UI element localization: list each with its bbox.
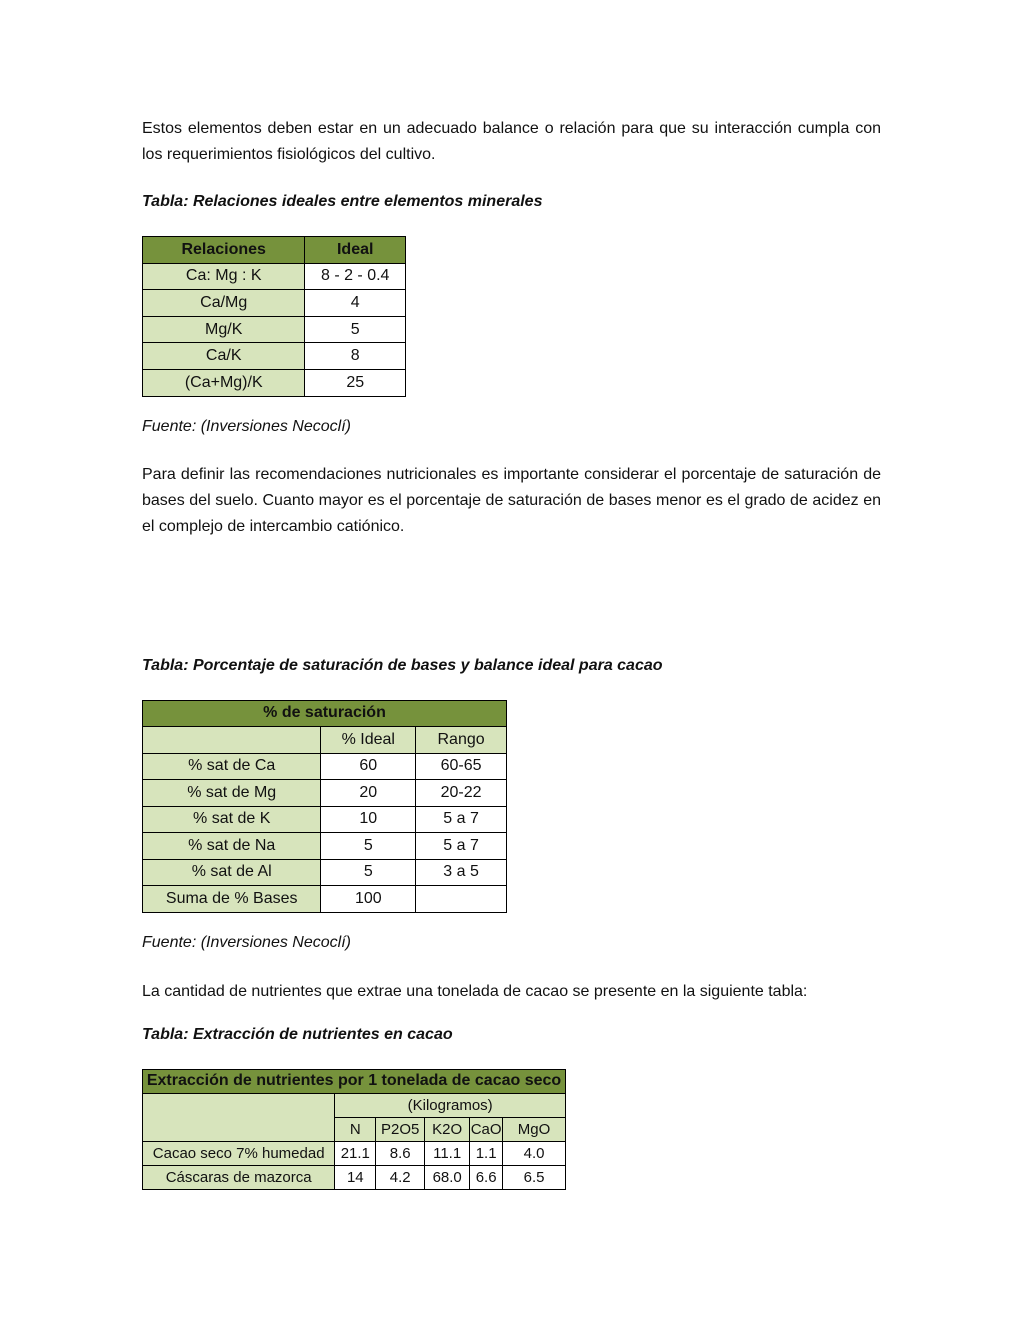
ideal-cell: 5 (305, 316, 406, 343)
nutrient-header-mgo: MgO (503, 1117, 566, 1141)
table-row (143, 806, 507, 833)
extraction-table (142, 1069, 566, 1190)
value-cell: 6.5 (503, 1165, 566, 1189)
relation-cell: (Ca+Mg)/K (143, 369, 305, 396)
table-row (143, 316, 406, 343)
value-cell: 6.6 (470, 1165, 503, 1189)
value-cell: 4.0 (503, 1141, 566, 1165)
value-cell: 14 (335, 1165, 376, 1189)
range-cell (416, 886, 507, 913)
element-cell: % sat de Mg (143, 780, 321, 807)
ideal-subheader: % Ideal (321, 727, 416, 754)
ideal-cell: 10 (321, 806, 416, 833)
table-row (143, 833, 507, 860)
range-subheader: Rango (416, 727, 507, 754)
element-cell: % sat de Ca (143, 753, 321, 780)
ideal-cell: 25 (305, 369, 406, 396)
relation-cell: Ca/K (143, 343, 305, 370)
table-row (143, 859, 507, 886)
table-row (143, 369, 406, 396)
ideal-cell: 20 (321, 780, 416, 807)
table2-source: Fuente: (Inversiones Necoclí) (142, 933, 351, 951)
extraction-title: Extracción de nutrientes por 1 tonelada de cacao seco (143, 1069, 566, 1093)
ideal-cell: 8 (305, 343, 406, 370)
element-cell: % sat de Al (143, 859, 321, 886)
value-cell: 68.0 (425, 1165, 470, 1189)
range-cell: 5 a 7 (416, 833, 507, 860)
table-row (143, 886, 507, 913)
subheader-empty (143, 727, 321, 754)
ideal-cell: 8 - 2 - 0.4 (305, 263, 406, 290)
ideal-cell: 4 (305, 290, 406, 317)
ideal-cell: 5 (321, 833, 416, 860)
relation-cell: Ca: Mg : K (143, 263, 305, 290)
table-row (143, 780, 507, 807)
ideal-header: Ideal (305, 237, 406, 264)
ideal-cell: 5 (321, 859, 416, 886)
extraction-blank-header (143, 1093, 335, 1141)
value-cell: 21.1 (335, 1141, 376, 1165)
value-cell: 4.2 (376, 1165, 425, 1189)
value-cell: 8.6 (376, 1141, 425, 1165)
range-cell: 20-22 (416, 780, 507, 807)
table-row (143, 343, 406, 370)
table1-caption: Tabla: Relaciones ideales entre elementos minerales (142, 193, 543, 210)
saturation-paragraph: Para definir las recomendaciones nutricionales es importante considerar el porcentaje de saturación de bases del suelo. Cuanto mayor es el porcentaje de saturación de bases menor es el grado de acidez en el complejo de intercambio catiónico. (142, 465, 881, 535)
value-cell: 1.1 (470, 1141, 503, 1165)
table3-caption: Tabla: Extracción de nutrientes en cacao (142, 1025, 453, 1043)
element-cell: Suma de % Bases (143, 886, 321, 913)
table-row (143, 1141, 566, 1165)
nutrient-header-n: N (335, 1117, 376, 1141)
product-cell: Cáscaras de mazorca (143, 1165, 335, 1189)
saturation-title: % de saturación (143, 700, 507, 727)
table-row (143, 1165, 566, 1189)
ideal-cell: 60 (321, 753, 416, 780)
element-cell: % sat de K (143, 806, 321, 833)
document-page (142, 116, 881, 1190)
table-row (143, 290, 406, 317)
table-row (143, 263, 406, 290)
extraction-paragraph: La cantidad de nutrientes que extrae una tonelada de cacao se presente en la siguiente tabla: (142, 982, 808, 1000)
range-cell: 60-65 (416, 753, 507, 780)
relations-table (142, 236, 406, 397)
range-cell: 3 a 5 (416, 859, 507, 886)
intro-paragraph: Estos elementos deben estar en un adecuado balance o relación para que su interacción cumpla con los requerimientos fisiológicos del cultivo. (142, 120, 881, 163)
relation-cell: Ca/Mg (143, 290, 305, 317)
value-cell: 11.1 (425, 1141, 470, 1165)
table-row (143, 753, 507, 780)
element-cell: % sat de Na (143, 833, 321, 860)
table2-caption: Tabla: Porcentaje de saturación de bases y balance ideal para cacao (142, 656, 663, 674)
range-cell: 5 a 7 (416, 806, 507, 833)
product-cell: Cacao seco 7% humedad (143, 1141, 335, 1165)
saturation-table (142, 700, 507, 913)
nutrient-header-k2o: K2O (425, 1117, 470, 1141)
relations-header: Relaciones (143, 237, 305, 264)
relation-cell: Mg/K (143, 316, 305, 343)
nutrient-header-p2o5: P2O5 (376, 1117, 425, 1141)
table1-source: Fuente: (Inversiones Necoclí) (142, 417, 351, 435)
ideal-cell: 100 (321, 886, 416, 913)
unit-label: (Kilogramos) (335, 1093, 566, 1117)
nutrient-header-cao: CaO (470, 1117, 503, 1141)
